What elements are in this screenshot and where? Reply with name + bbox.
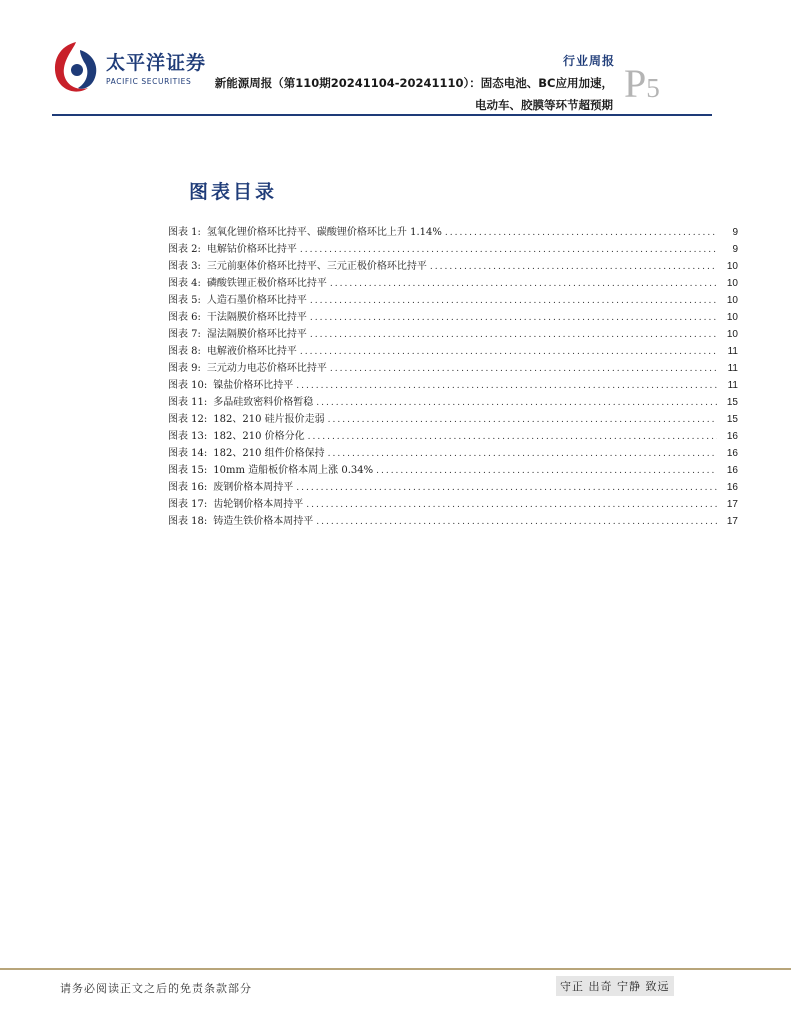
toc-leader-dots [430,259,717,276]
toc-text: 三元前驱体价格环比持平、三元正极价格环比持平 [206,261,427,272]
toc-leader-dots [310,327,717,344]
toc-leader-dots [308,429,717,446]
toc-text: 废钢价格本周持平 [213,482,294,493]
toc-row[interactable] [168,462,738,479]
page-digit: 5 [646,73,660,103]
toc-label: 图表 2: [168,244,201,255]
toc-page: 16 [726,448,738,459]
toc-leader-dots [296,480,717,497]
toc-page: 11 [727,363,738,374]
toc-row[interactable] [168,224,738,241]
toc-label: 图表 15: [168,465,208,476]
toc-page: 11 [727,380,738,391]
toc-text: 干法隔膜价格环比持平 [206,312,307,323]
toc-leader-dots [330,361,717,378]
toc-label: 图表 16: [168,482,208,493]
toc-row[interactable] [168,326,738,343]
toc-page: 10 [726,329,738,340]
toc-page: 9 [732,244,738,255]
header-divider [52,114,712,116]
toc-row[interactable] [168,292,738,309]
toc-page: 10 [726,278,738,289]
toc-leader-dots [310,293,717,310]
toc-row[interactable] [168,377,738,394]
footer-disclaimer: 请务必阅读正文之后的免责条款部分 [60,982,252,995]
toc-page: 16 [726,431,738,442]
toc-leader-dots [316,395,717,412]
toc-row[interactable] [168,428,738,445]
footer-divider [0,968,791,970]
toc-page: 16 [726,482,738,493]
company-logo [50,38,210,98]
toc-row[interactable] [168,496,738,513]
toc-row[interactable] [168,343,738,360]
toc-heading: 图表目录 [189,181,278,203]
toc-label: 图表 13: [168,431,208,442]
toc-label: 图表 7: [168,329,201,340]
toc-page: 11 [727,346,738,357]
page-number [624,60,660,107]
toc-text: 齿轮钢价格本周持平 [213,499,304,510]
toc-text: 氢氧化锂价格环比持平、碳酸锂价格环比上升 1.14% [206,227,442,238]
toc-label: 图表 9: [168,363,201,374]
toc-page: 16 [726,465,738,476]
toc-row[interactable] [168,275,738,292]
logo-name-cn: 太平洋证券 [106,52,207,74]
toc-text: 三元动力电芯价格环比持平 [206,363,327,374]
toc-label: 图表 8: [168,346,201,357]
toc-row[interactable] [168,241,738,258]
toc-leader-dots [300,344,717,361]
toc-row[interactable] [168,479,738,496]
toc-leader-dots [330,276,717,293]
toc-row[interactable] [168,360,738,377]
toc-label: 图表 4: [168,278,201,289]
toc-row[interactable] [168,513,738,530]
toc-text: 电解液价格环比持平 [206,346,297,357]
toc-label: 图表 10: [168,380,208,391]
toc-page: 17 [726,499,738,510]
toc-page: 10 [726,312,738,323]
toc-label: 图表 18: [168,516,208,527]
toc-text: 182、210 硅片报价走弱 [213,414,325,425]
toc-text: 人造石墨价格环比持平 [206,295,307,306]
toc-text: 湿法隔膜价格环比持平 [206,329,307,340]
toc-leader-dots [310,310,717,327]
toc-text: 10mm 造船板价格本周上涨 0.34% [213,465,374,476]
toc-row[interactable] [168,258,738,275]
toc-leader-dots [306,497,717,514]
toc-page: 10 [726,295,738,306]
toc-text: 磷酸铁锂正极价格环比持平 [206,278,327,289]
toc-page: 9 [732,227,738,238]
toc-label: 图表 17: [168,499,208,510]
toc-leader-dots [328,412,717,429]
toc-page: 15 [726,397,738,408]
toc-label: 图表 11: [168,397,208,408]
document-title: 新能源周报（第110期20241104-20241110）：固态电池、BC应用加速，电动车、胶膜等环节超预期 [214,76,613,112]
report-type: 行业周报 [562,54,615,68]
toc-page: 10 [726,261,738,272]
toc-row[interactable] [168,394,738,411]
toc-label: 图表 5: [168,295,201,306]
toc-leader-dots [300,242,717,259]
footer-motto: 守正 出奇 宁静 致远 [556,976,674,996]
toc-leader-dots [296,378,717,395]
toc-leader-dots [445,225,717,242]
toc-text: 多晶硅致密料价格暂稳 [213,397,314,408]
toc-row[interactable] [168,445,738,462]
table-of-figures [168,224,738,530]
toc-text: 182、210 组件价格保持 [213,448,325,459]
toc-page: 17 [726,516,738,527]
toc-page: 15 [726,414,738,425]
toc-text: 电解钴价格环比持平 [206,244,297,255]
toc-label: 图表 12: [168,414,208,425]
toc-row[interactable] [168,309,738,326]
toc-text: 镍盐价格环比持平 [213,380,294,391]
toc-leader-dots [328,446,717,463]
toc-row[interactable] [168,411,738,428]
toc-leader-dots [316,514,717,531]
toc-label: 图表 6: [168,312,201,323]
toc-text: 铸造生铁价格本周持平 [213,516,314,527]
logo-name-en: PACIFIC SECURITIES [106,77,192,86]
toc-label: 图表 14: [168,448,208,459]
toc-label: 图表 1: [168,227,201,238]
toc-label: 图表 3: [168,261,201,272]
pacific-swirl-logo-icon [50,38,102,98]
toc-text: 182、210 价格分化 [213,431,305,442]
toc-leader-dots [376,463,717,480]
page-letter: P [624,61,647,106]
